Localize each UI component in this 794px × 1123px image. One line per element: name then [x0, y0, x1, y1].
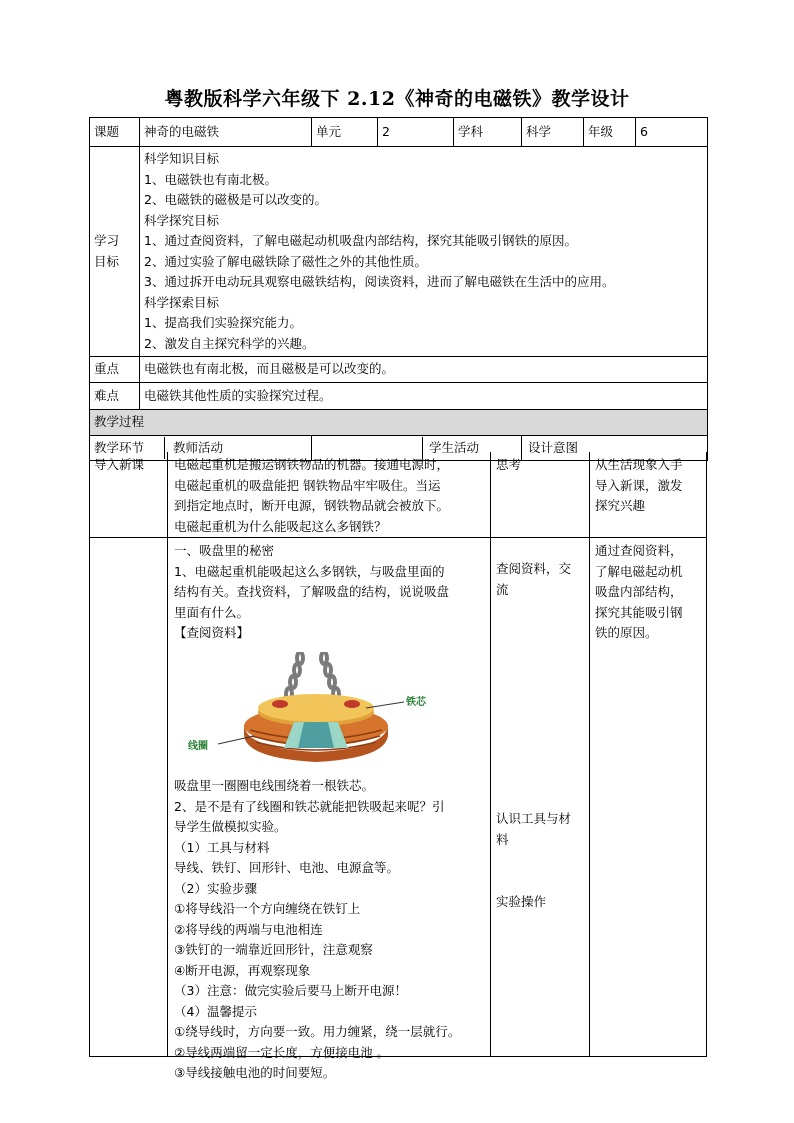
main-intent: 通过查阅资料， 了解电磁起动机 吸盘内部结构， 探究其能吸引钢 铁的原因。: [595, 543, 683, 640]
intro-intent: 从生活现象入手 导入新课，激发 探究兴趣: [595, 457, 683, 513]
main-teacher: 一、吸盘里的秘密 1、电磁起重机能吸起这么多钢铁，与吸盘里面的 结构有关。查找资料，了解吸盘的结构，说说吸盘 里面有什么。 【查阅资料】 铁芯 线圈 吸盘里一圈圈电线围绕着一根铁芯。 2、是不是有了线圈和铁芯就能把铁吸起来呢？引 导学生做模拟实验。 （1）工具与材料 导线、铁钉、回形针、电池、电源盒等。 （2）实验步骤 ①将导线沿一个方向缠绕在铁钉上 ②将导线的两端与电池相连 ③铁钉的一端靠近回形针，注意观察 ④断开电源，再观察现象 （3）注意：做完实验后要马上断开电源！ （4）温馨提示 ①绕导线时，方向要一致。用力缠紧，绕一层就行。 ②导线两端留一定长度，方便接电池 。 ③导线接触电池的时间要短。: [174, 543, 461, 1080]
objective-line: 2、电磁铁的磁极是可以改变的。: [144, 192, 327, 207]
objective-line: 2、通过实验了解电磁铁除了磁性之外的其他性质。: [144, 253, 427, 269]
difficulty-label: 难点: [90, 383, 140, 410]
objective-line: 科学探索目标: [144, 294, 220, 310]
difficulty-row: [90, 383, 708, 410]
objectives-row: [90, 147, 708, 357]
objectives-label: 学习 目标: [90, 147, 140, 357]
objectives-content: [140, 147, 708, 357]
objective-line: 3、通过拆开电动玩具观察电磁铁结构，阅读资料，进而了解电磁铁在生活中的应用。: [144, 274, 615, 289]
objective-line: 1、通过查阅资料，了解电磁起动机吸盘内部结构，探究其能吸引钢铁的原因。: [144, 233, 577, 248]
process-header: 教学过程: [90, 410, 708, 436]
objective-line: 科学知识目标: [144, 151, 220, 166]
topic-value: 神奇的电磁铁: [140, 118, 312, 147]
intro-stage: 导入新课: [94, 457, 145, 472]
unit-label: 单元: [312, 118, 378, 147]
electromagnet-diagram: [176, 652, 446, 764]
main-student-3: 实验操作: [496, 894, 547, 909]
main-student-2: 认识工具与材 料: [496, 811, 572, 847]
diagram-core-label: 铁芯: [406, 696, 426, 708]
lesson-plan-table: [89, 117, 708, 461]
subject-value: 科学: [522, 118, 584, 147]
key-point-text: 电磁铁也有南北极，而且磁极是可以改变的。: [140, 357, 708, 383]
column-header-teacher: 教师活动: [173, 439, 224, 455]
column-header-intent: 设计意图: [522, 435, 708, 461]
process-header-row: [90, 410, 708, 436]
subject-label: 学科: [454, 118, 522, 147]
objective-line: 1、提高我们实验探究能力。: [144, 315, 302, 330]
topic-label: 课题: [90, 118, 140, 147]
info-row: [90, 118, 708, 147]
chain-icon: [286, 652, 339, 700]
objective-line: 2、激发自主探究科学的兴趣。: [144, 335, 315, 351]
unit-value: 2: [378, 118, 454, 147]
page-title: 粤教版科学六年级下 2.12《神奇的电磁铁》教学设计: [164, 88, 630, 110]
grade-value: 6: [636, 118, 708, 147]
objective-line: 科学探究目标: [144, 212, 220, 228]
key-point-row: [90, 357, 708, 383]
intro-student: 思考: [496, 457, 522, 472]
main-student-1: 查阅资料，交 流: [496, 561, 572, 597]
difficulty-text: 电磁铁其他性质的实验探究过程。: [140, 383, 708, 410]
column-header-stage: 教学环节: [90, 437, 165, 459]
diagram-coil-label: 线圈: [188, 740, 208, 752]
column-header-student: 学生活动: [422, 437, 521, 459]
intro-teacher: 电磁起重机是搬运钢铁物品的机器。接通电源时， 电磁起重机的吸盘能把 钢铁物品牢牢吸住。当运 到指定地点时，断开电源，钢铁物品就会被放下。 电磁起重机为什么能吸起这么多钢铁？: [174, 457, 450, 534]
key-point-label: 重点: [90, 357, 140, 383]
objective-line: 1、电磁铁也有南北极。: [144, 171, 277, 187]
grade-label: 年级: [584, 118, 636, 147]
process-body: [89, 452, 707, 1080]
